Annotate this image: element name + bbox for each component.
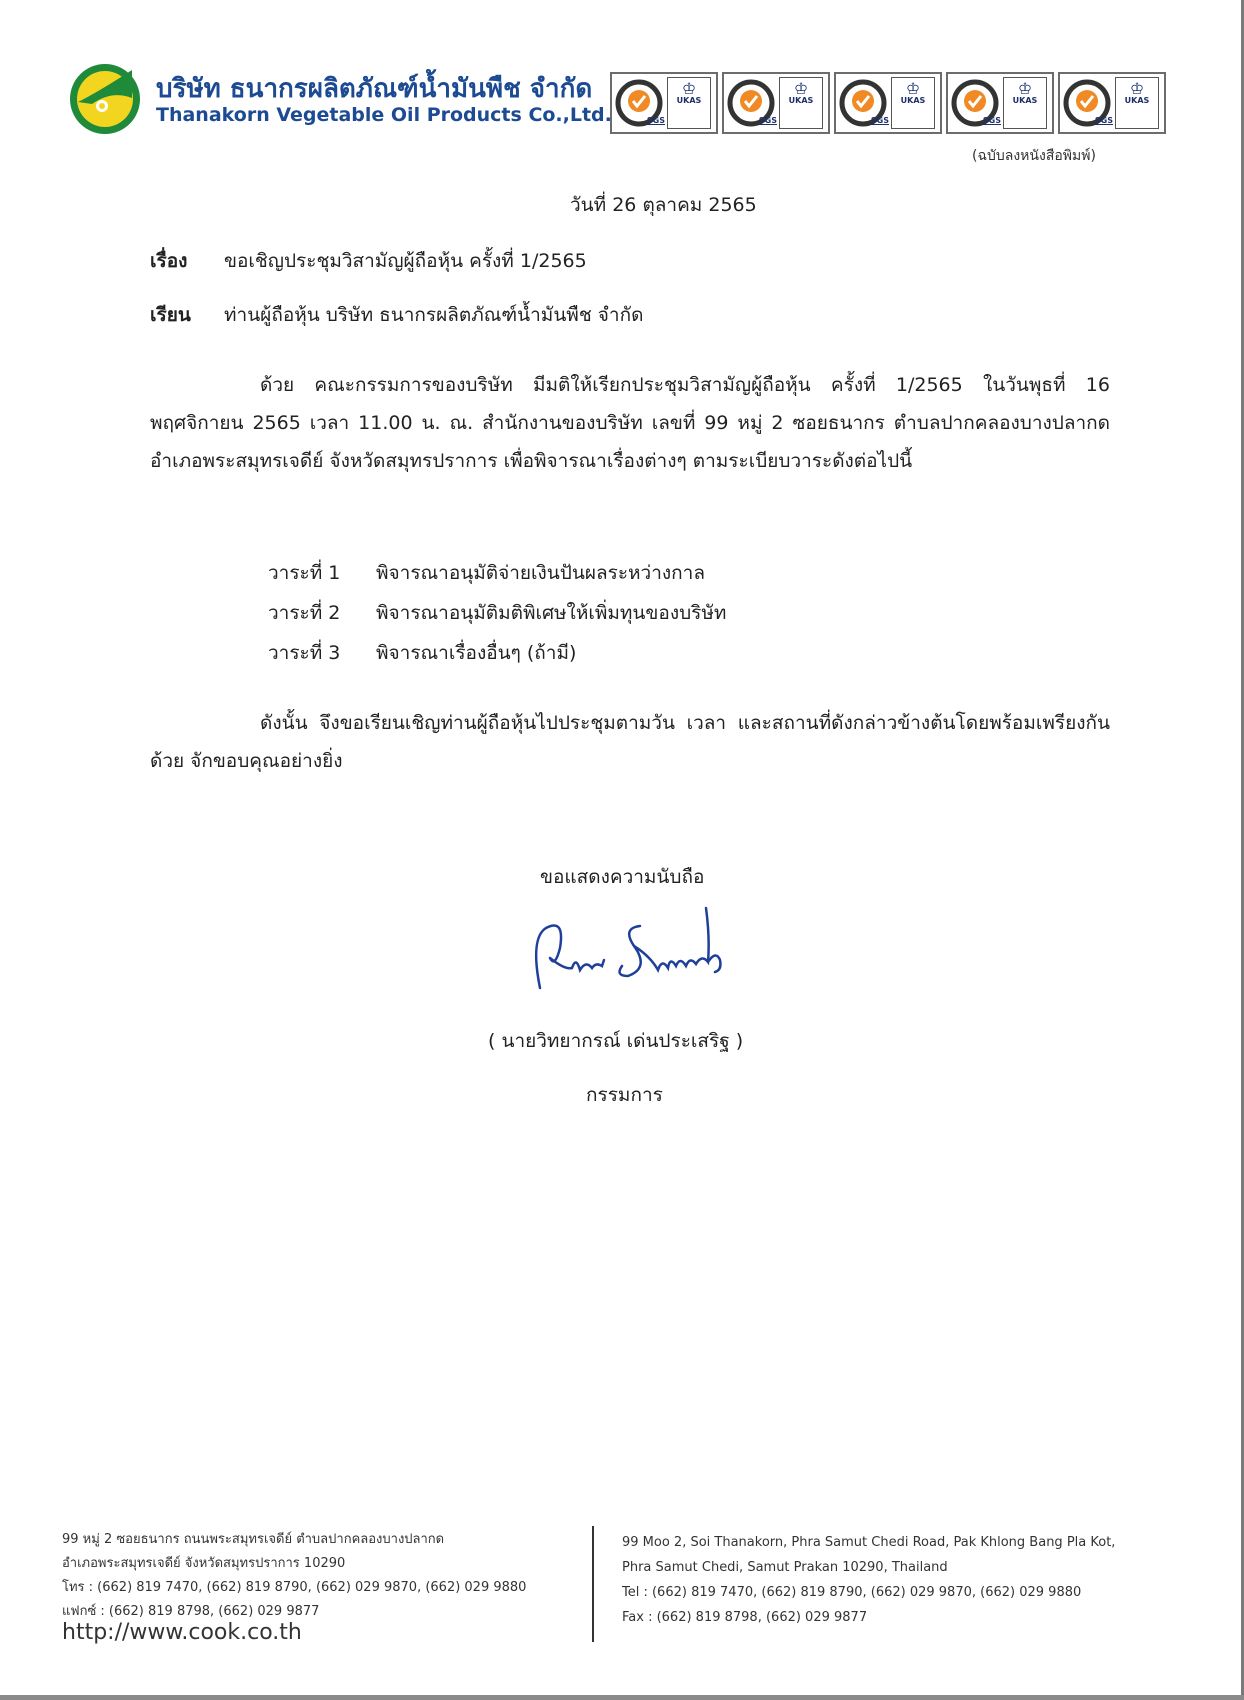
ukas-logo-icon: ♔ UKAS bbox=[779, 77, 823, 129]
sgs-logo-icon: SGS bbox=[951, 79, 999, 127]
subject-text: ขอเชิญประชุมวิสามัญผู้ถือหุ้น ครั้งที่ 1/2565 bbox=[224, 250, 587, 272]
agenda-number: วาระที่ 1 bbox=[268, 562, 341, 584]
ukas-logo-icon: ♔ UKAS bbox=[1003, 77, 1047, 129]
sgs-ukas-badge bbox=[946, 72, 1054, 134]
sgs-ukas-badge bbox=[1058, 72, 1166, 134]
footer-address-th-line2: อำเภอพระสมุทรเจดีย์ จังหวัดสมุทรปราการ 10290 bbox=[62, 1556, 346, 1571]
ukas-logo-icon: ♔ UKAS bbox=[1115, 77, 1159, 129]
sgs-logo-icon: SGS bbox=[615, 79, 663, 127]
agenda-number: วาระที่ 2 bbox=[268, 602, 341, 624]
footer-divider bbox=[592, 1526, 594, 1642]
company-logo bbox=[68, 62, 142, 136]
letter-date: วันที่ 26 ตุลาคม 2565 bbox=[570, 194, 757, 216]
footer-address-en-line2: Phra Samut Chedi, Samut Prakan 10290, Thailand bbox=[622, 1560, 948, 1575]
footer-tel-en: Tel : (662) 819 7470, (662) 819 8790, (662) 029 9870, (662) 029 9880 bbox=[622, 1585, 1082, 1600]
closing: ขอแสดงความนับถือ bbox=[540, 866, 705, 888]
footer-address-th bbox=[62, 1528, 526, 1624]
to-label: เรียน bbox=[150, 304, 191, 326]
handwritten-signature bbox=[510, 898, 760, 1008]
footer-address-en-line1: 99 Moo 2, Soi Thanakorn, Phra Samut Chedi Road, Pak Khlong Bang Pla Kot, bbox=[622, 1535, 1116, 1550]
signer-name: ( นายวิทยากรณ์ เด่นประเสริฐ ) bbox=[488, 1030, 744, 1052]
to-text: ท่านผู้ถือหุ้น บริษัท ธนากรผลิตภัณฑ์น้ำมันพืช จำกัด bbox=[224, 304, 644, 326]
body-paragraph-2: ดังนั้น จึงขอเรียนเชิญท่านผู้ถือหุ้นไปประชุมตามวัน เวลา และสถานที่ดังกล่าวข้างต้นโดยพร้อมเพรียงกันด้วย จักขอบคุณอย่างยิ่ง bbox=[150, 712, 1110, 772]
subject-label: เรื่อง bbox=[150, 250, 188, 272]
sgs-logo-icon: SGS bbox=[1063, 79, 1111, 127]
sgs-ukas-badge bbox=[610, 72, 718, 134]
footer-address-th-line1: 99 หมู่ 2 ซอยธนากร ถนนพระสมุทรเจดีย์ ตำบลปากคลองบางปลากด bbox=[62, 1532, 445, 1547]
agenda-item bbox=[268, 558, 705, 588]
footer-tel-th: โทร : (662) 819 7470, (662) 819 8790, (662) 029 9870, (662) 029 9880 bbox=[62, 1580, 527, 1595]
scan-edge-bottom bbox=[0, 1695, 1244, 1700]
body-paragraph-1: ด้วย คณะกรรมการของบริษัท มีมติให้เรียกประชุมวิสามัญผู้ถือหุ้น ครั้งที่ 1/2565 ในวันพุธที่ 16 พฤศจิกายน 2565 เวลา 11.00 น. ณ. สำนักงานของบริษัท เลขที่ 99 หมู่ 2 ซอยธนากร ตำบลปากคลองบางปลากด อำเภอพระสมุทรเจดีย์ จังหวัดสมุทรปราการ เพื่อพิจารณาเรื่องต่างๆ ตามระเบียบวาระดังต่อไปนี้ bbox=[150, 374, 1110, 472]
company-name-th: บริษัท ธนากรผลิตภัณฑ์น้ำมันพืช จำกัด bbox=[156, 74, 593, 104]
sgs-logo-icon: SGS bbox=[839, 79, 887, 127]
footer-fax-th: แฟกซ์ : (662) 819 8798, (662) 029 9877 bbox=[62, 1604, 320, 1619]
agenda-item bbox=[268, 598, 726, 628]
sgs-ukas-badge bbox=[834, 72, 942, 134]
ukas-logo-icon: ♔ UKAS bbox=[891, 77, 935, 129]
footer-address-en bbox=[622, 1530, 1115, 1630]
website-link[interactable]: http://www.cook.co.th bbox=[62, 1620, 302, 1645]
company-name-en: Thanakorn Vegetable Oil Products Co.,Ltd. bbox=[156, 104, 612, 126]
agenda-text: พิจารณาอนุมัติจ่ายเงินปันผลระหว่างกาล bbox=[376, 562, 705, 584]
agenda-item bbox=[268, 638, 576, 668]
signer-title: กรรมการ bbox=[586, 1084, 663, 1106]
agenda-number: วาระที่ 3 bbox=[268, 642, 341, 664]
sgs-ukas-badge bbox=[722, 72, 830, 134]
sgs-logo-icon: SGS bbox=[727, 79, 775, 127]
agenda-text: พิจารณาอนุมัติมติพิเศษให้เพิ่มทุนของบริษัท bbox=[376, 602, 727, 624]
agenda-text: พิจารณาเรื่องอื่นๆ (ถ้ามี) bbox=[376, 642, 577, 664]
copy-note: (ฉบับลงหนังสือพิมพ์) bbox=[972, 148, 1096, 164]
footer-fax-en: Fax : (662) 819 8798, (662) 029 9877 bbox=[622, 1610, 868, 1625]
ukas-logo-icon: ♔ UKAS bbox=[667, 77, 711, 129]
certification-badges bbox=[610, 72, 1166, 134]
